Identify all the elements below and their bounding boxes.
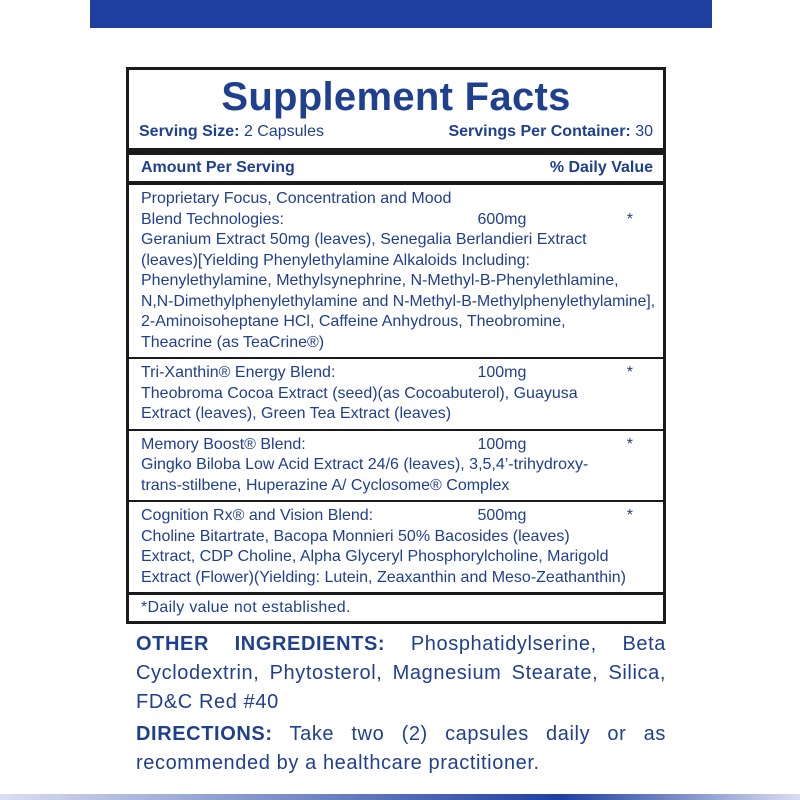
serving-size-label: Serving Size: bbox=[139, 123, 240, 140]
servings-label: Servings Per Container: bbox=[448, 123, 631, 140]
serving-size-value: 2 Capsules bbox=[243, 123, 324, 140]
ingredient-line: Extract (leaves), Green Tea Extract (leaves) bbox=[141, 405, 452, 422]
blend-name: Tri-Xanthin® Energy Blend: bbox=[141, 364, 336, 381]
daily-value-header: % Daily Value bbox=[549, 159, 653, 176]
ingredient-line: Phenylethylamine, Methylsynephrine, N-Methyl-B-Phenylethlamine, bbox=[141, 272, 619, 289]
blend-section-cognition bbox=[129, 502, 663, 592]
blend-name: Cognition Rx® and Vision Blend: bbox=[141, 507, 374, 524]
amount-per-serving-header: Amount Per Serving bbox=[141, 159, 295, 176]
blend-amount: 100mg bbox=[477, 364, 527, 381]
ingredient-line: Extract (Flower)(Yielding: Lutein, Zeaxanthin and Meso-Zeathanthin) bbox=[141, 568, 626, 586]
other-ingredients-label: OTHER INGREDIENTS: bbox=[136, 633, 386, 655]
serving-size bbox=[139, 122, 324, 142]
blend-daily-value: * bbox=[626, 507, 633, 524]
other-info-block bbox=[136, 630, 666, 781]
blend-name-continued: Blend Technologies: bbox=[141, 210, 284, 228]
blend-section-tri-xanthin bbox=[129, 359, 663, 429]
servings-per-container bbox=[448, 122, 653, 142]
ingredient-line: Gingko Biloba Low Acid Extract 24/6 (leaves), 3,5,4’-trihydroxy- bbox=[141, 456, 589, 473]
ingredient-line: Extract, CDP Choline, Alpha Glyceryl Phosphorylcholine, Marigold bbox=[141, 548, 609, 565]
ingredient-line: trans-stilbene, Huperazine A/ Cyclosome® Complex bbox=[141, 476, 510, 494]
supplement-facts-panel bbox=[126, 67, 666, 624]
directions-text: recommended by a healthcare practitioner. bbox=[136, 752, 540, 774]
ingredient-line: (leaves)[Yielding Phenylethylamine Alkaloids Including: bbox=[141, 251, 530, 269]
directions bbox=[136, 720, 666, 778]
panel-title: Supplement Facts bbox=[221, 75, 571, 119]
other-ingredients-text: Phosphatidylserine, Beta bbox=[410, 633, 666, 655]
other-ingredients-text: FD&C Red #40 bbox=[136, 691, 279, 713]
directions-text: Take two (2) capsules daily or as bbox=[289, 723, 666, 745]
blend-amount: 600mg bbox=[477, 210, 527, 228]
daily-value-footnote: *Daily value not established. bbox=[141, 599, 351, 616]
ingredient-line: 2-Aminoisoheptane HCl, Caffeine Anhydrous, Theobromine, bbox=[141, 313, 566, 330]
other-ingredients bbox=[136, 630, 666, 717]
directions-first-line bbox=[136, 720, 666, 749]
ingredient-line: Theacrine (as TeaCrine®) bbox=[141, 333, 325, 351]
blend-daily-value: * bbox=[626, 435, 633, 453]
ingredient-line: Choline Bitartrate, Bacopa Monnieri 50% Bacosides (leaves) bbox=[141, 527, 570, 545]
other-ingredients-first-line bbox=[136, 630, 666, 659]
other-ingredients-text: Cyclodextrin, Phytosterol, Magnesium Stearate, Silica, bbox=[136, 662, 666, 684]
ingredient-line: N,N-Dimethylphenylethylamine and N-Methyl-B-Methylphenylethylamine], bbox=[141, 292, 656, 310]
servings-value: 30 bbox=[635, 123, 653, 140]
blend-section-memory-boost bbox=[129, 431, 663, 501]
blend-amount: 500mg bbox=[477, 507, 527, 524]
bottom-color-band bbox=[0, 794, 800, 800]
serving-info-row bbox=[129, 120, 663, 148]
blend-daily-value: * bbox=[626, 364, 633, 381]
ingredient-line: Geranium Extract 50mg (leaves), Senegalia Berlandieri Extract bbox=[141, 231, 587, 248]
blend-amount: 100mg bbox=[477, 435, 527, 453]
ingredient-line: Theobroma Cocoa Extract (seed)(as Cocoabuterol), Guayusa bbox=[141, 384, 578, 402]
blend-daily-value: * bbox=[626, 210, 633, 228]
blend-section-focus bbox=[129, 185, 663, 357]
top-color-band bbox=[90, 0, 712, 28]
blend-name: Proprietary Focus, Concentration and Mood bbox=[141, 190, 452, 207]
blend-name: Memory Boost® Blend: bbox=[141, 435, 306, 453]
amount-header-row bbox=[129, 155, 663, 181]
directions-label: DIRECTIONS: bbox=[136, 723, 273, 745]
